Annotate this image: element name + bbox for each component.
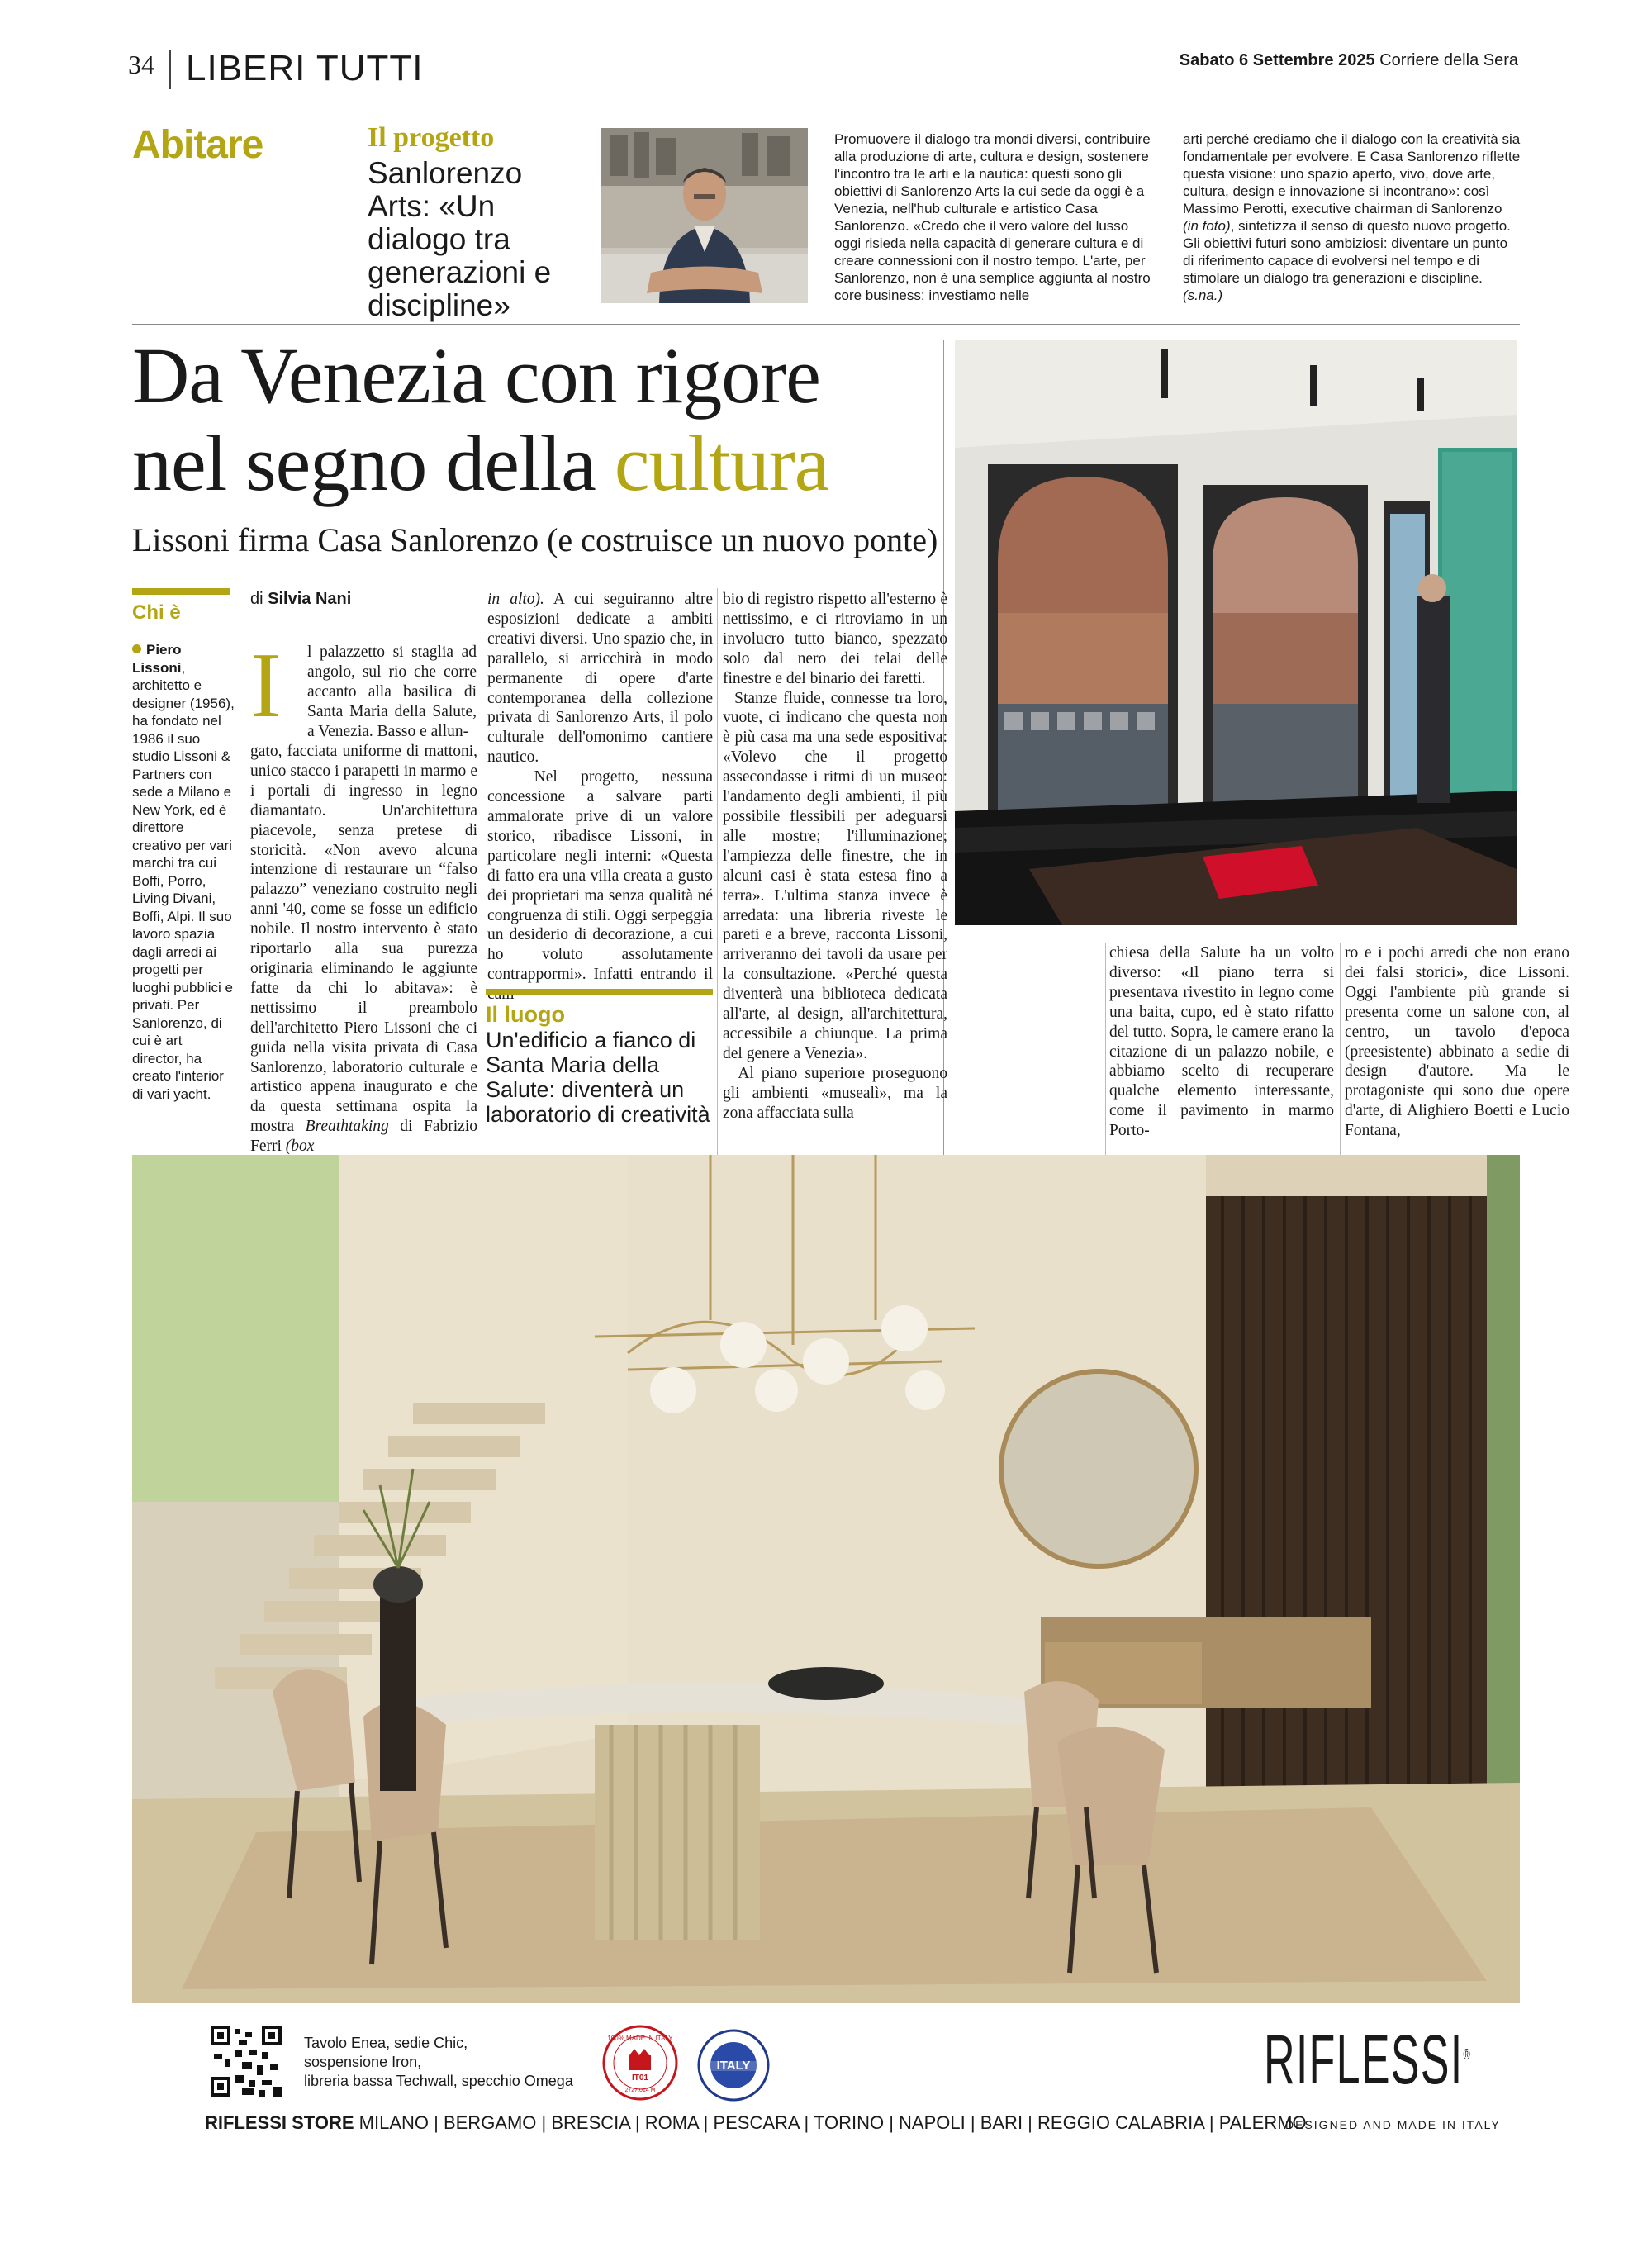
sidebar-label: Chi è — [132, 601, 181, 624]
headline-line-2 — [132, 420, 958, 507]
page-number: 34 — [128, 50, 154, 79]
article-column-1-intro: l palazzetto si staglia ad angolo, sul rio che corre accanto alla basilica di Santa Maria della Salute, a Venezia. Basso e allun- — [307, 644, 477, 740]
byline-prefix: di — [250, 590, 263, 608]
bullet-dot — [132, 644, 141, 653]
sidebar-accent-bar — [132, 588, 230, 595]
byline — [250, 590, 351, 609]
qr-code[interactable] — [211, 2026, 282, 2097]
badge-text: IT01 — [631, 2073, 649, 2083]
article-text: gato, facciata uniforme di mattoni, unico stacco i parapetti in marmo e i portali di ingresso in legno diamantato. Un'architettura piacevole, senza pretese di storicità. «Non avevo alcuna intenzione di restaurare un “falso palazzo” veneziano costruito negli anni '40, come se fosse un edificio nobile. Il nostro intervento è stato riportarlo alla sua purezza originaria eliminando le aggiunte fatte da chi lo abitava»: è nettissimo il preambolo dell'architetto Piero Lissoni che ci guida nella visita privata di Casa Sanlorenzo, laboratorio culturale e artistico appena inaugurato e che da questa settimana ospita la mostra — [250, 743, 477, 1136]
caption-line: libreria bassa Techwall, specchio Omega — [304, 2073, 573, 2089]
box-text-italic: (in foto) — [1183, 218, 1231, 234]
article-column-4: chiesa della Salute ha un volto diverso: «Il piano terra si presentava rivestito in legno come una baita, cupo, ed è stato rifatto del tutto. Sopra, le camere erano la citazione di un palazzo nobile, e abbiamo scelto di recuperare qualche elemento interessante, come il pavimento in marmo Porto- — [1109, 944, 1334, 1140]
column-rule — [1105, 943, 1106, 1166]
article-column-1 — [250, 742, 477, 1157]
column-rule — [1340, 943, 1341, 1166]
box-text-column-1: Promuovere il dialogo tra mondi diversi, contribuire alla produzione di arte, cultura e design, sostenere l'incontro tra le arti e la nautica: questi sono gli obiettivi di Sanlorenzo Arts la cui sede da oggi è a Venezia, nell'hub culturale e artistico Casa Sanlorenzo. «Credo che il vero valore del lusso oggi risieda nella capacità di generare cultura e di creare connessioni con il nostro tempo. L'arte, per Sanlorenzo, non è una semplice aggiunta al nostro core business: investiamo nelle — [834, 131, 1151, 303]
box-kicker: Il progetto — [368, 122, 495, 153]
article-text: Stanze fluide, connesse tra loro, vuote, ci indicano che questa non è più casa ma una sede espositiva: «Volevo che il progetto assecondasse i ritmi di un museo: l'andamento degli ambienti, il più possibile flessibili per adeguarsi alle mostre; l'illuminazione; l'ampiezza delle finestre, che in alcuni casi è stata estesa fino a terra». L'ultima stanza invece è arredata: una libreria riveste le pareti e a breve, racconta Lissoni, arriveranno dei tavoli da usare per la consultazione. «Perché questa diventerà una biblioteca dedicata all'arte, al design, all'architettura, accessibile a chiunque. La prima del genere a Venezia». — [723, 689, 947, 1062]
headline-line-1: Da Venezia con rigore — [132, 331, 820, 420]
caption-line: sospensione Iron, — [304, 2054, 422, 2070]
luogo-kicker: Il luogo — [486, 1002, 565, 1027]
newspaper-name: Corriere della Sera — [1379, 51, 1518, 69]
brand-tagline: DESIGNED AND MADE IN ITALY — [1285, 2118, 1501, 2131]
badge-text: 2727.014 M — [624, 2088, 656, 2093]
luogo-accent-bar — [486, 989, 713, 995]
article-italic: in alto). — [487, 591, 544, 608]
byline-author: Silvia Nani — [268, 590, 352, 608]
article-italic: (box — [285, 1138, 315, 1156]
brand-logo — [1264, 2020, 1471, 2100]
advertisement-photo — [132, 1155, 1520, 2003]
article-column-3 — [723, 590, 947, 1123]
store-city: BARI — [980, 2112, 1023, 2133]
store-city: BERGAMO — [443, 2112, 537, 2133]
headline-part: nel segno della — [132, 419, 596, 507]
ad-caption — [304, 2034, 618, 2091]
registered-mark: ® — [1463, 2046, 1471, 2063]
exhibition-title: Breathtaking — [305, 1118, 389, 1136]
article-text: bio di registro rispetto all'esterno è nettissimo, e ci ritroviamo in un involucro tutto bianco, spezzato solo dal nero dei telai delle finestre e del binario dei faretti. — [723, 591, 947, 687]
store-city: BRESCIA — [551, 2112, 630, 2133]
box-text-part: , sintetizza il senso di questo nuovo progetto. Gli obiettivi futuri sono ambiziosi: diventare un punto di riferimento capace di evolversi nel tempo e di stimolare un dialogo tra generazioni e discipline. — [1183, 218, 1511, 286]
article-column-5: ro e i pochi arredi che non erano dei falsi storici», dice Lissoni. Oggi l'ambiente più grande si presenta come un salone con, al centro, un tavolo d'epoca (preesistente) abbinato a sedie di design d'autore. Ma le protagoniste qui sono due opere d'arte, di Alighiero Boetti e Lucio Fontana, — [1345, 944, 1569, 1140]
interior-photo — [955, 340, 1517, 925]
store-city: NAPOLI — [899, 2112, 966, 2133]
article-column-2 — [487, 590, 713, 1005]
article-text: A cui seguiranno altre esposizioni dedicate a ambiti creativi diversi. Uno spazio che, in parallelo, si arricchirà in modo permanente di opere d'arte contemporanea della collezione privata di Sanlorenzo Arts, il polo culturale dell'omonimo cantiere nautico. — [487, 591, 713, 767]
store-city: MILANO — [358, 2112, 429, 2133]
section-title: LIBERI TUTTI — [186, 48, 424, 88]
headline — [132, 332, 958, 507]
store-list: RIFLESSI STORE MILANO | BERGAMO | BRESCIA | ROMA | PESCARA | TORINO | NAPOLI | BARI | REGGIO CALABRIA | PALERMO — [205, 2112, 1307, 2133]
made-in-italy-badge — [601, 2024, 679, 2102]
box-text-part: arti perché crediamo che il dialogo con la creatività sia fondamentale per evolvere. E Casa Sanlorenzo riflette questa visione: uno spazio aperto, vivo, dove arte, cultura, design e innovazione si incontrano»: così Massimo Perotti, executive chairman di Sanlorenzo — [1183, 131, 1521, 216]
stores-label: RIFLESSI STORE — [205, 2112, 354, 2133]
header-divider — [169, 50, 171, 89]
brand-name: RIFLESSI — [1264, 2021, 1464, 2098]
subheadline: Lissoni firma Casa Sanlorenzo (e costruisce un nuovo ponte) — [132, 521, 938, 558]
store-city: REGGIO CALABRIA — [1037, 2112, 1204, 2133]
italy-certification-badge — [696, 2028, 771, 2102]
sidebar-bio-text: , architetto e designer (1956), ha fondato nel 1986 il suo studio Lissoni & Partners con sede a Milano e New York, ed è direttore creativo per vari marchi tra cui Boffi, Porro, Living Divani, Boffi, Alpi. Il suo lavoro spazia dagli arredi ai progetti per luoghi pubblici e privati. Per Sanlorenzo, di cui è art director, ha creato l'interior di vari yacht. — [132, 659, 235, 1102]
luogo-text: Un'edificio a fianco di Santa Maria della Salute: diventerà un laboratorio di creatività — [486, 1028, 710, 1127]
store-city: PALERMO — [1218, 2112, 1307, 2133]
box-signature: (s.na.) — [1183, 287, 1223, 303]
store-city: TORINO — [813, 2112, 885, 2133]
headline-highlight: cultura — [614, 419, 829, 507]
issue-date: Sabato 6 Settembre 2025 — [1179, 51, 1375, 69]
portrait-photo — [601, 128, 808, 303]
article-text: di Fabrizio Ferri — [250, 1118, 478, 1156]
article-text: Al piano superiore proseguono gli ambienti «musealì», ma la zona affacciata sulla — [723, 1064, 947, 1122]
sidebar-bio — [132, 641, 235, 1103]
box-text-column-2 — [1183, 131, 1521, 304]
store-city: PESCARA — [713, 2112, 800, 2133]
box-rule — [132, 324, 1520, 325]
dateline — [1180, 51, 1518, 70]
badge-text: 100% MADE IN ITALY — [607, 2035, 673, 2042]
rubric-label: Abitare — [132, 123, 263, 167]
store-city: ROMA — [644, 2112, 699, 2133]
article-text: Nel progetto, nessuna concessione a salvare parti ammalorate prive di un valore storico, ribadisce Lissoni, in particolare negli interni: «Questa di fatto era una villa creata a gusto dei proprietari ma senza qualità né congruenza di stili. Oggi serpeggia un desiderio di decorazione, a cui ho voluto assolutamente contrappormi». Infatti entrando il — [487, 768, 713, 984]
sidebar-name: Piero Lissoni — [132, 642, 182, 676]
badge-text: ITALY — [716, 2059, 751, 2073]
drop-cap: I — [250, 634, 282, 737]
caption-line: Tavolo Enea, sedie Chic, — [304, 2035, 468, 2051]
box-title: Sanlorenzo Arts: «Un dialogo tra generazioni e discipline» — [368, 156, 552, 322]
